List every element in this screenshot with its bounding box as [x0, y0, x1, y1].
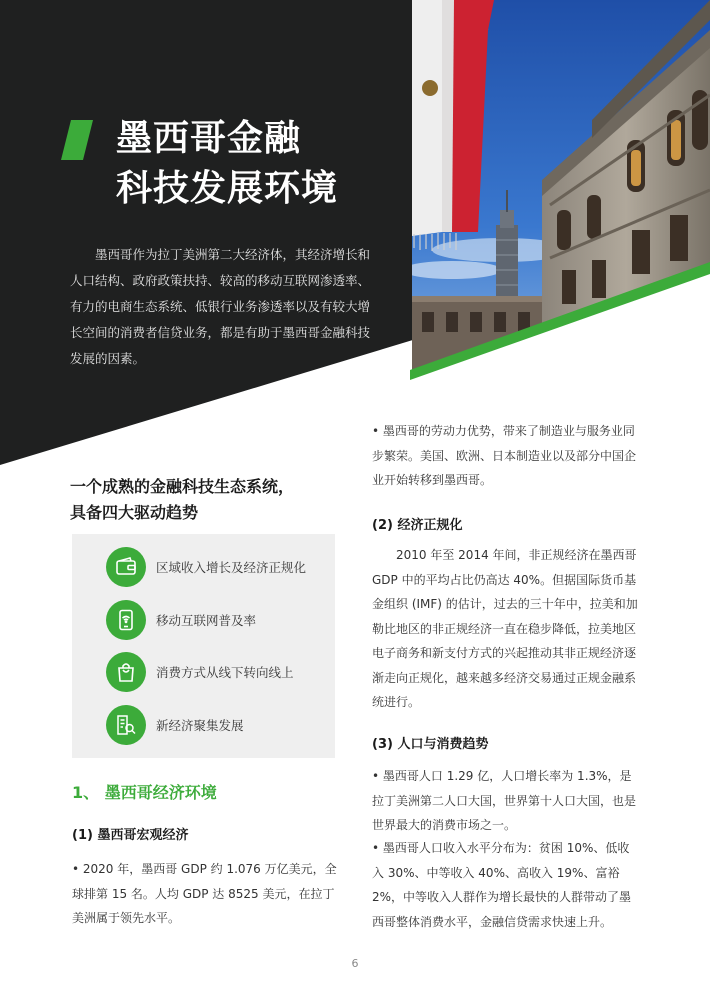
- population-text: • 墨西哥人口 1.29 亿，人口增长率为 1.3%，是拉丁美洲第二人口大国，世界第十人口大国，也是世界最大的消费市场之一。: [372, 769, 637, 832]
- driver-label: 区域收入增长及经济正规化: [156, 560, 307, 575]
- section-title: 1、 墨西哥经济环境: [72, 783, 217, 802]
- mobile-wifi-icon: [106, 600, 146, 640]
- drivers-box: [72, 534, 335, 758]
- page-title-line2: 科技发展环境: [116, 168, 339, 209]
- ecosystem-heading-line1: 一个成熟的金融科技生态系统，: [70, 477, 295, 496]
- population-consumption-subtitle: (3) 人口与消费趋势: [372, 737, 489, 752]
- driver-item: [106, 652, 294, 692]
- economic-formalization-subtitle: (2) 经济正规化: [372, 518, 463, 533]
- driver-item: [106, 547, 306, 587]
- driver-label: 移动互联网普及率: [156, 613, 257, 628]
- income-distribution-text: • 墨西哥人口收入水平分布为：贫困 10%、低收入 30%、中等收入 40%、高收入 19%、富裕 2%，中等收入人群作为增长最快的人群带动了墨西哥整体消费水平，金融信贷需求快速上升。: [372, 841, 632, 929]
- intro-paragraph: 墨西哥作为拉丁美洲第二大经济体，其经济增长和人口结构、政府政策扶持、较高的移动互联网渗透率、有力的电商生态系统、低银行业务渗透率以及有较大增长空间的消费者信贷业务，都是有助于墨西哥金融科技发展的因素。: [70, 247, 371, 366]
- macro-economy-subtitle: (1) 墨西哥宏观经济: [72, 828, 189, 843]
- driver-item: [106, 705, 244, 745]
- shopping-bag-icon: [106, 652, 146, 692]
- driver-item: [106, 600, 256, 640]
- driver-label: 新经济聚集发展: [156, 718, 244, 733]
- driver-label: 消费方式从线下转向线上: [156, 665, 294, 680]
- wallet-icon: [106, 547, 146, 587]
- labor-advantage-text: • 墨西哥的劳动力优势，带来了制造业与服务业同步繁荣。美国、欧洲、日本制造业以及部分中国企业开始转移到墨西哥。: [372, 424, 637, 487]
- economic-formalization-text: 2010 年至 2014 年间，非正规经济在墨西哥 GDP 中的平均占比仍高达 40%。但据国际货币基金组织 (IMF) 的估计，过去的三十年中，拉美和加勒比地区的非正规经济一直在稳步降低，拉美地区电子商务和新支付方式的兴起推动其非正规经济逐渐走向正规化，越来越多经济交易通过正规金融系统进行。: [372, 548, 638, 709]
- building-search-icon: [106, 705, 146, 745]
- ecosystem-heading-line2: 具备四大驱动趋势: [70, 503, 199, 522]
- page-title-line1: 墨西哥金融: [116, 118, 302, 159]
- page-number: 6: [351, 957, 359, 970]
- macro-economy-text: • 2020 年，墨西哥 GDP 约 1.076 万亿美元，全球排第 15 名。人均 GDP 达 8525 美元，在拉丁美洲属于领先水平。: [72, 862, 337, 925]
- page-title: [116, 114, 406, 214]
- ecosystem-heading: [70, 474, 360, 526]
